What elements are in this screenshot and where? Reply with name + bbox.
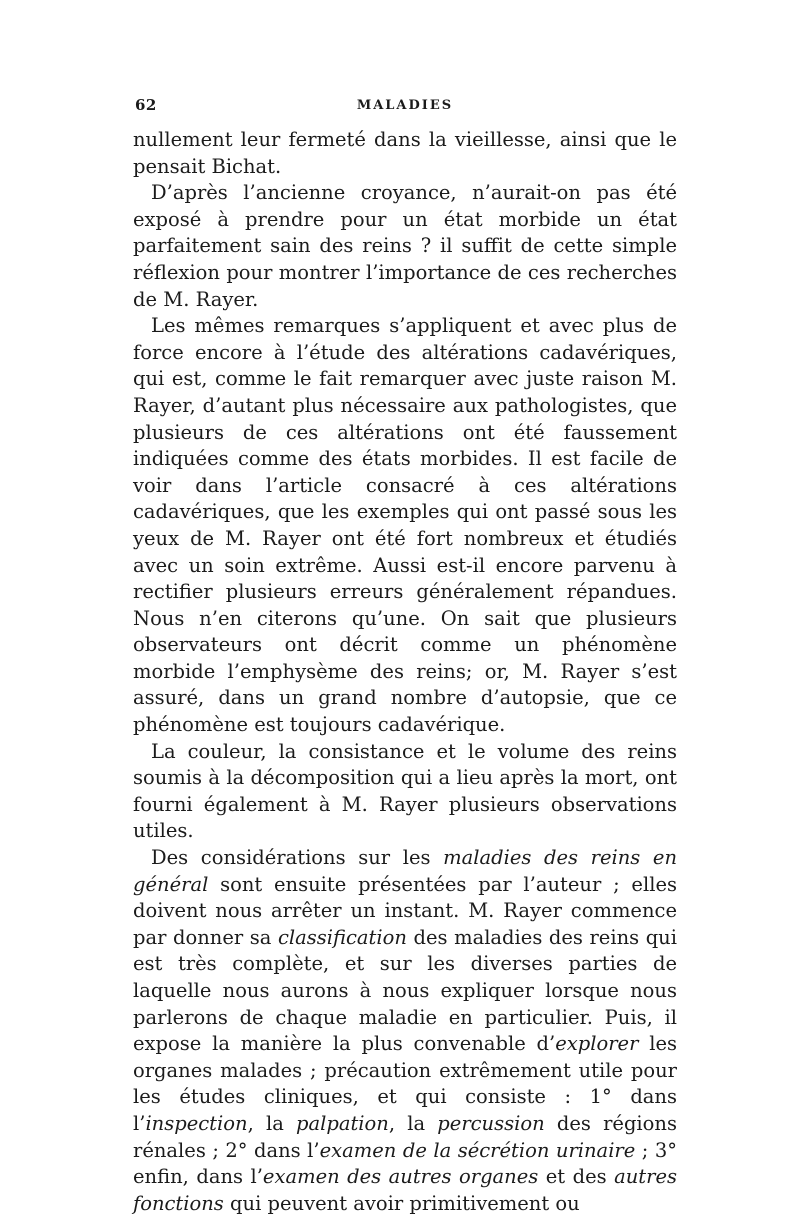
text-run: des maladies des reins qui est très complète, et sur les diverses parties de laquelle nous aurons à nous expliquer lorsque nous parlerons de chaque maladie en particulier. Puis, il expose la manière la plus convenable d’ [133, 925, 677, 1056]
text-run: D’après l’ancienne croyance, n’aurait-on pas été exposé à prendre pour un état morbide un état parfaitement sain des reins ? il suffit de cette simple réflexion pour montrer l’importance de ces recherches de M. Rayer. [133, 181, 677, 311]
page-header [133, 96, 677, 120]
text-run: nullement leur fermeté dans la vieillesse, ainsi que le pensait Bichat. [133, 128, 677, 178]
italic-phrase: autres fonctions [133, 1165, 677, 1215]
running-title: MALADIES [356, 98, 454, 113]
paragraph [133, 313, 677, 739]
page-number: 62 [135, 96, 157, 114]
text-run: des régions rénales ; 2° dans l’ [133, 1111, 677, 1162]
text-run: , la [247, 1111, 297, 1135]
italic-phrase: examen des autres organes [262, 1165, 539, 1189]
italic-phrase: maladies des reins en général [133, 846, 677, 896]
paragraph [133, 127, 677, 180]
italic-phrase: classification [277, 925, 407, 949]
text-run: Des considérations sur les [151, 846, 444, 870]
body-text [133, 127, 677, 1217]
text-run: sont ensuite présentées par l’auteur ; elles doivent nous arrêter un instant. M. Rayer commence par donner sa [133, 872, 677, 949]
text-run: qui peuvent avoir primitivement ou [223, 1191, 580, 1215]
text-run: ; 3° enfin, dans l’ [133, 1138, 677, 1189]
italic-phrase: examen de la sécrétion urinaire [319, 1138, 636, 1162]
paragraph [133, 180, 677, 313]
paragraph [133, 845, 677, 1217]
italic-phrase: inspection [145, 1111, 248, 1135]
paragraph [133, 739, 677, 845]
text-run: La couleur, la consistance et le volume des reins soumis à la décomposition qui a lieu après la mort, ont fourni également à M. Rayer plusieurs observations utiles. [133, 739, 677, 843]
italic-phrase: palpation [296, 1111, 389, 1135]
text-run: , la [388, 1111, 438, 1135]
italic-phrase: percussion [437, 1111, 545, 1135]
italic-phrase: explorer [555, 1032, 639, 1056]
text-run: et des [538, 1165, 615, 1189]
text-run: les organes malades ; précaution extrêmement utile pour les études cliniques, et qui consiste : 1° dans l’ [133, 1032, 677, 1135]
text-run: Les mêmes remarques s’appliquent et avec plus de force encore à l’étude des altérations cadavériques, qui est, comme le fait remarquer avec juste raison M. Rayer, d’autant plus nécessaire aux pathologistes, que plusieurs de ces altérations ont été faussement indiquées comme des états morbides. Il est facile de voir dans l’article consacré à ces altérations cadavériques, que les exemples qui ont passé sous les yeux de M. Rayer ont été fort nombreux et étudiés avec un soin extrême. Aussi est-il encore parvenu à rectifier plusieurs erreurs généralement répandues. Nous n’en citerons qu’une. On sait que plusieurs observateurs ont décrit comme un phénomène morbide l’emphysème des reins; or, M. Rayer s’est assuré, dans un grand nombre d’autopsie, que ce phénomène est toujours cadavérique. [133, 314, 677, 737]
